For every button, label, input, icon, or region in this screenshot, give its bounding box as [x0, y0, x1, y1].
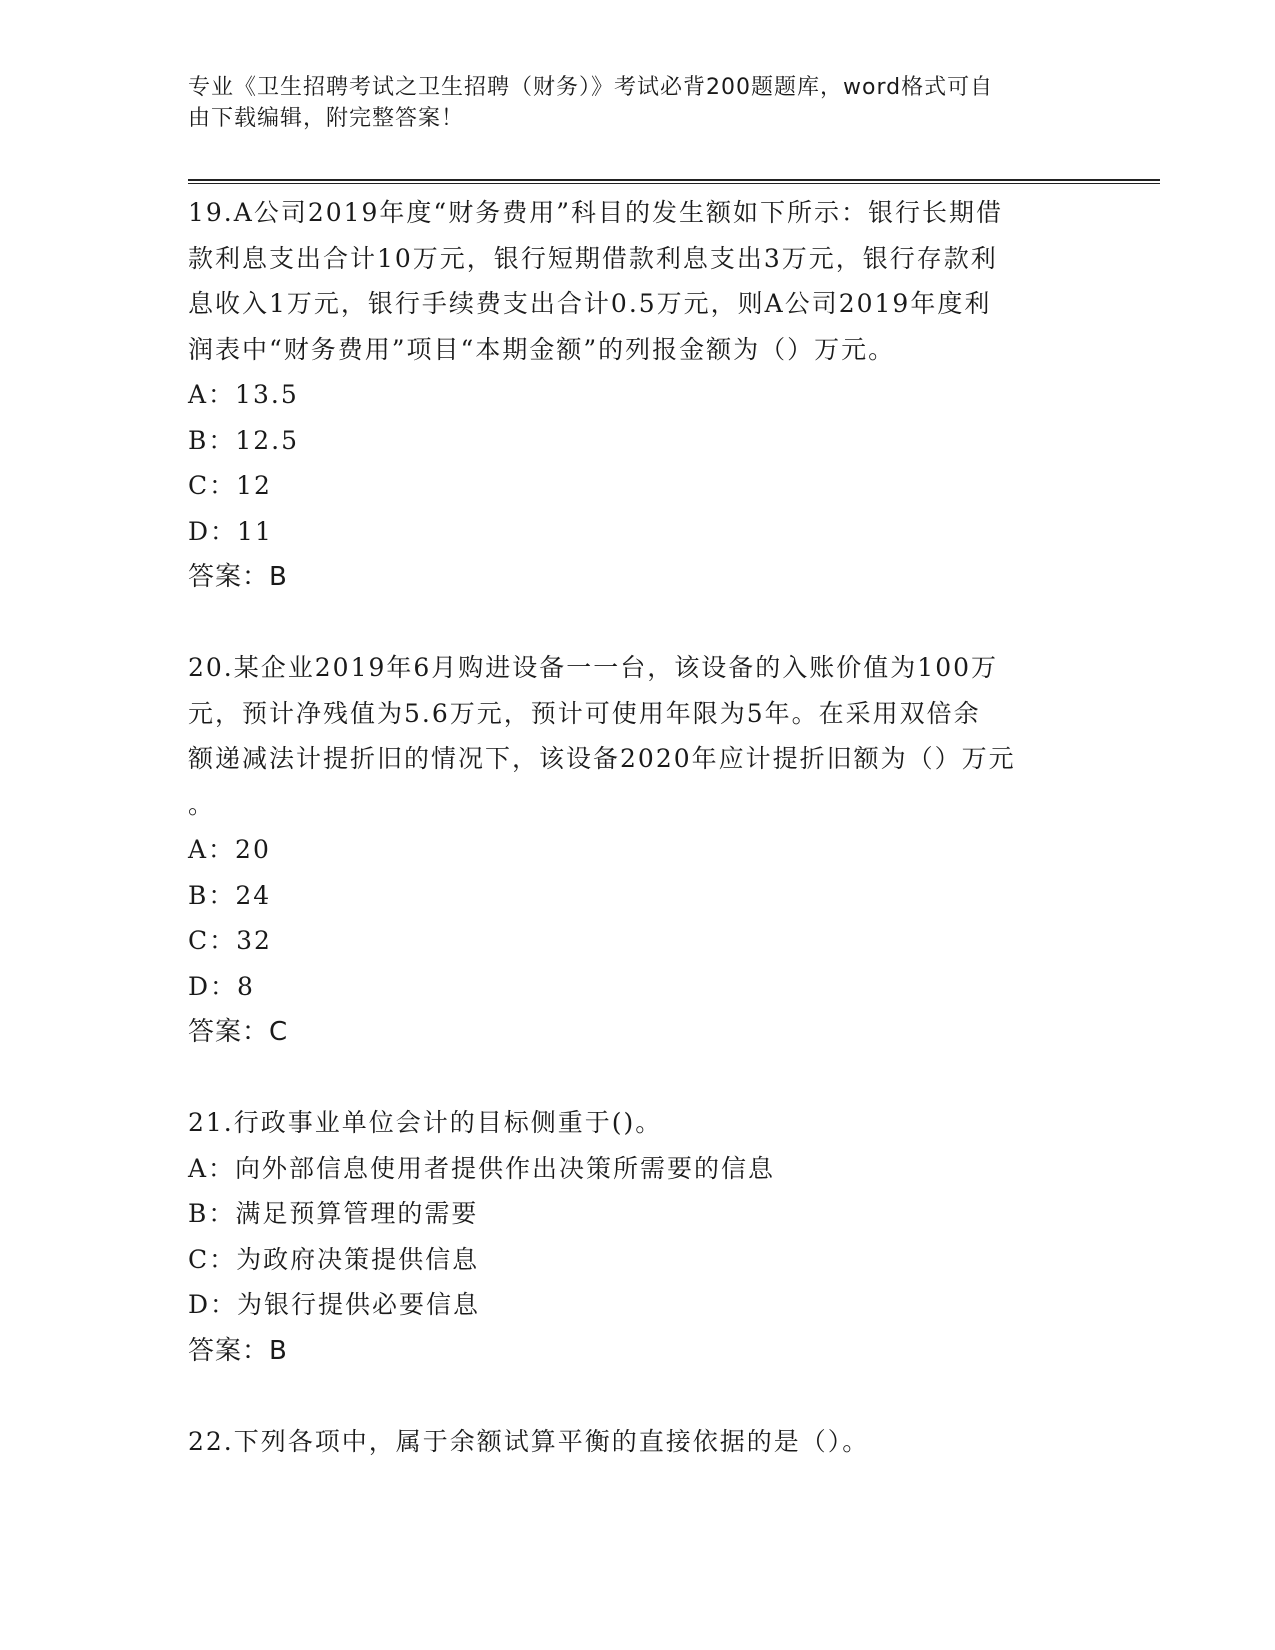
option-c: C：32	[188, 926, 272, 955]
option-d: D：为银行提供必要信息	[188, 1290, 481, 1319]
question-stem-line: 19.A公司2019年度“财务费用”科目的发生额如下所示：银行长期借	[188, 198, 1003, 227]
option-b: B：满足预算管理的需要	[188, 1199, 479, 1228]
option-b: B：12.5	[188, 425, 300, 455]
header-divider-thin	[188, 183, 1160, 184]
option-a: A：20	[188, 835, 271, 864]
question-spacer	[188, 600, 1088, 645]
question-stem-line: 润表中“财务费用”项目“本期金额”的列报金额为（）万元。	[188, 334, 896, 364]
answer-label: 答案：B	[188, 562, 288, 592]
option-d: D：8	[188, 971, 255, 1001]
option-d: D：11	[188, 516, 273, 546]
question-stem-line: 款利息支出合计10万元，银行短期借款利息支出3万元，银行存款利	[188, 243, 998, 273]
question-spacer	[188, 1374, 1088, 1419]
header-divider-thick	[188, 179, 1160, 181]
question-stem-line: 21.行政事业单位会计的目标侧重于()。	[188, 1108, 663, 1137]
question-stem-line: 20.某企业2019年6月购进设备一一台，该设备的入账价值为100万	[188, 653, 999, 682]
question-19	[188, 190, 1088, 600]
question-list	[188, 190, 1088, 1464]
question-spacer	[188, 1055, 1088, 1100]
question-stem-line: 额递减法计提折旧的情况下，该设备2020年应计提折旧额为（）万元	[188, 744, 1016, 773]
option-c: C：12	[188, 471, 272, 500]
question-stem-line: 。	[188, 789, 216, 819]
option-a: A：13.5	[188, 380, 299, 409]
question-stem-line: 22.下列各项中，属于余额试算平衡的直接依据的是（）。	[188, 1426, 870, 1456]
answer-label: 答案：B	[188, 1335, 288, 1366]
document-header	[188, 72, 1088, 134]
option-b: B：24	[188, 880, 272, 910]
question-stem-line: 息收入1万元，银行手续费支出合计0.5万元，则A公司2019年度利	[188, 289, 992, 318]
question-stem-line: 元，预计净残值为5.6万元，预计可使用年限为5年。在采用双倍余	[188, 698, 981, 728]
header-line-1: 专业《卫生招聘考试之卫生招聘（财务）》考试必背200题题库，word格式可自	[188, 75, 994, 100]
question-21	[188, 1100, 1088, 1374]
answer-label: 答案：C	[188, 1017, 289, 1047]
question-20	[188, 645, 1088, 1055]
question-22	[188, 1419, 1088, 1465]
option-c: C：为政府决策提供信息	[188, 1244, 480, 1274]
option-a: A：向外部信息使用者提供作出决策所需要的信息	[188, 1153, 776, 1183]
header-line-2: 由下载编辑，附完整答案！	[188, 106, 465, 131]
